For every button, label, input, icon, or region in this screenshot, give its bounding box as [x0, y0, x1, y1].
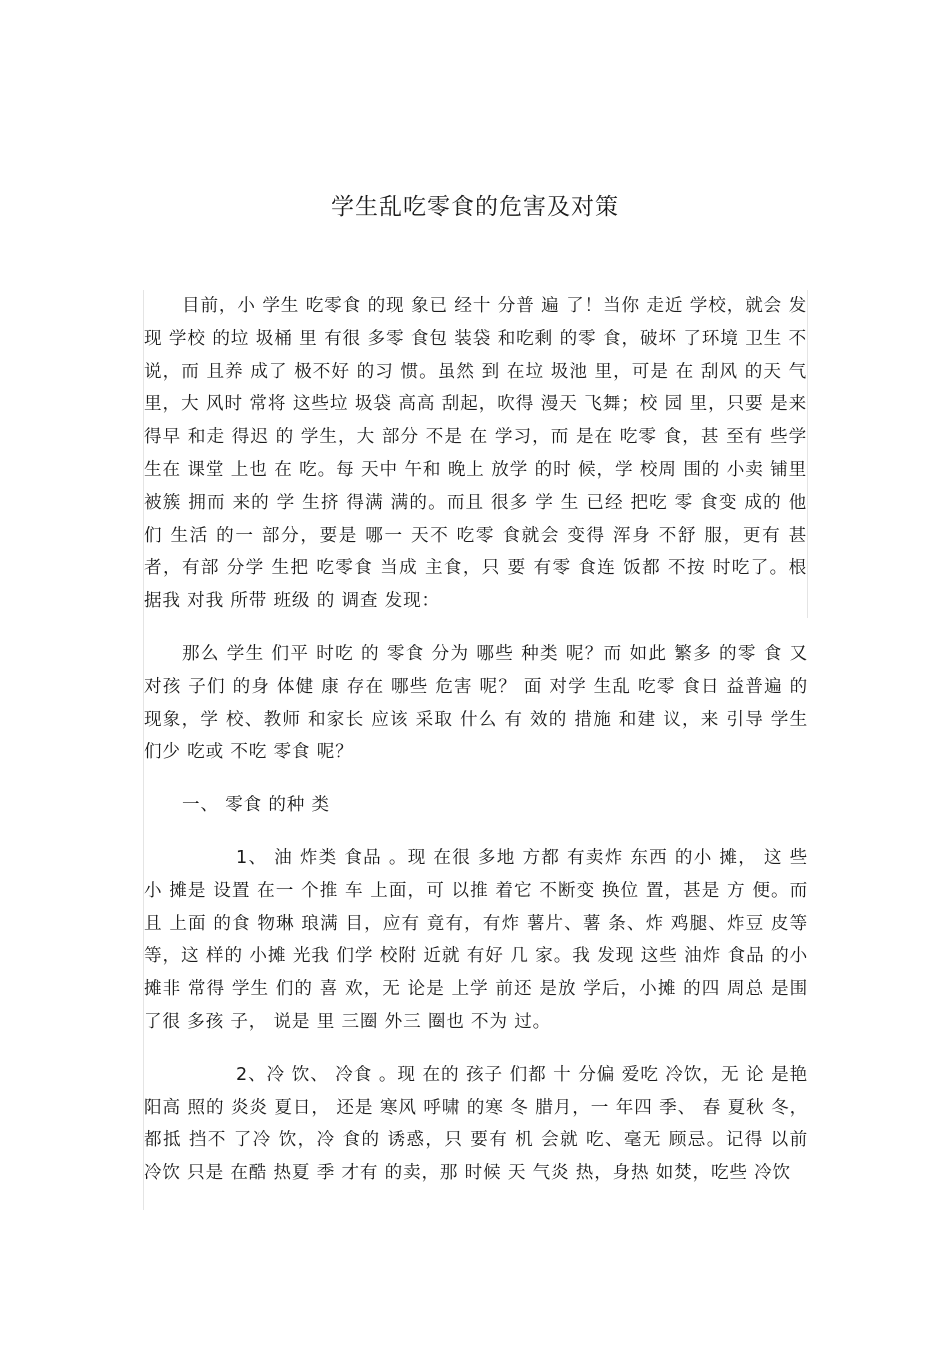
- document-body: [143, 290, 808, 1210]
- paragraph-intro: 目前，小 学生 吃零食 的现 象已 经十 分普 遍 了！当你 走近 学校，就会 发现 学校 的垃 圾桶 里 有很 多零 食包 装袋 和吃剩 的零 食，破坏 了环境 卫生 不说，而 且养 成了 极不好 的习 惯。虽然 到 在垃 圾池 里，可是 在 刮风 的天 气里，大 风时 常将 这些垃 圾袋 高高 刮起，吹得 漫天 飞舞；校 园 里，只要 是来 得早 和走 得迟 的 学生，大 部分 不是 在 学习，而 是在 吃零 食，甚 至有 些学 生在 课堂 上也 在 吃。每 天中 午和 晚上 放学 的时 候，学 校周 围的 小卖 铺里 被簇 拥而 来的 学 生挤 得满 满的。而且 很多 学 生 已经 把吃 零 食变 成的 他们 生活 的一 部分，要是 哪一 天不 吃零 食就会 变得 浑身 不舒 服，更有 甚者，有部 分学 生把 吃零食 当成 主食，只 要 有零 食连 饭都 不按 时吃了。根 据我 对我 所带 班级 的 调查 发现：: [144, 290, 808, 618]
- list-item-cold-drinks: 2、冷 饮、 冷食 。现 在的 孩子 们都 十 分偏 爱吃 冷饮，无 论 是艳 阳高 照的 炎炎 夏日， 还是 寒风 呼啸 的寒 冬 腊月，一 年四 季、 春 夏秋 冬，都抵 挡不 了冷 饮，冷 食的 诱惑，只 要有 机 会就 吃、毫无 顾忌。记得 以前 冷饮 只是 在酷 热夏 季 才有 的卖，那 时候 天 气炎 热，身热 如焚，吃些 冷饮: [144, 1064, 808, 1184]
- paragraph-questions: 那么 学生 们平 时吃 的 零食 分为 哪些 种类 呢？而 如此 繁多 的零 食 又 对孩 子们 的身 体健 康 存在 哪些 危害 呢？ 面 对学 生乱 吃零 食日 益普遍 的 现象，学 校、教师 和家长 应该 采取 什么 有 效的 措施 和建 议，来 引导 学生 们少 吃或 不吃 零食 呢？: [144, 643, 808, 763]
- document-title: 学生乱吃零食的危害及对策: [331, 194, 619, 220]
- section-heading: 一、 零食 的种 类: [182, 795, 330, 816]
- list-item-fried-food: 1、 油 炸类 食品 。现 在很 多地 方都 有卖炸 东西 的小 摊， 这 些小 摊是 设置 在一 个推 车 上面，可 以推 着它 不断变 换位 置，甚是 方 便。而且 上面 的食 物琳 琅满 目，应有 竟有，有炸 薯片、薯 条、炸 鸡腿、炸豆 皮等 等，这 样的 小摊 光我 们学 校附 近就 有好 几 家。我 发现 这些 油炸 食品 的小 摊非 常得 学生 们的 喜 欢，无 论是 上学 前还 是放 学后，小摊 的四 周总 是围 了很 多孩 子， 说是 里 三圈 外三 圈也 不为 过。: [144, 847, 808, 1032]
